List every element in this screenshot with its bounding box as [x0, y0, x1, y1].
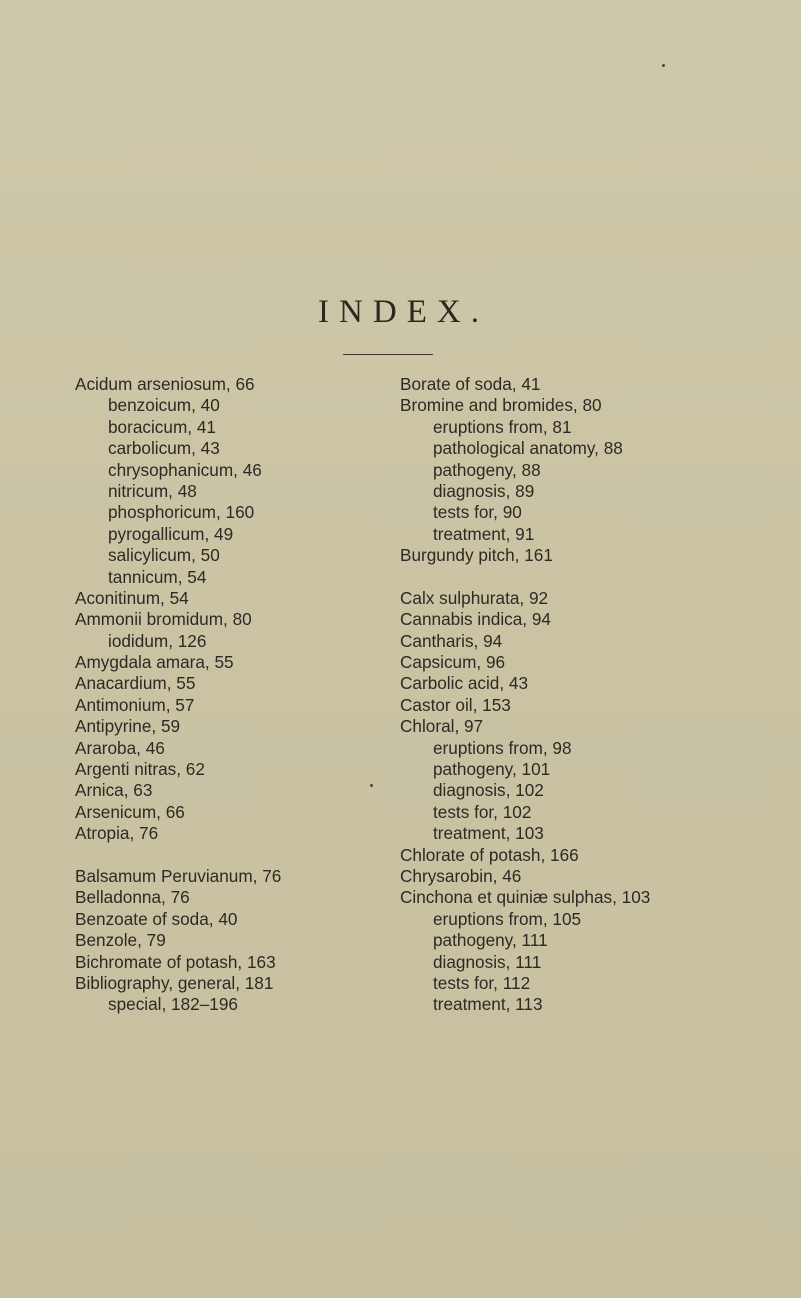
index-entry: Belladonna, 76: [75, 887, 190, 908]
index-subentry: treatment, 103: [433, 823, 544, 844]
index-entry: Cannabis indica, 94: [400, 609, 551, 630]
index-entry: Chlorate of potash, 166: [400, 844, 579, 865]
index-subentry: tests for, 102: [433, 801, 532, 822]
title-rule: [343, 354, 433, 355]
index-entry: Atropia, 76: [75, 823, 159, 844]
index-entry: Acidum arseniosum, 66: [75, 374, 255, 394]
index-column-right: [400, 374, 800, 1016]
index-entry: Bichromate of potash, 163: [75, 951, 276, 972]
index-entry: Burgundy pitch, 161: [400, 545, 553, 566]
index-entry: Bibliography, general, 181: [75, 972, 274, 993]
paper-speck: [662, 64, 665, 67]
index-subentry: treatment, 91: [433, 523, 535, 544]
index-entry: Arnica, 63: [75, 780, 153, 801]
index-subentry: treatment, 113: [433, 994, 543, 1015]
index-entry: Balsamum Peruvianum, 76: [75, 865, 282, 886]
index-subentry: pyrogallicum, 49: [108, 523, 234, 544]
index-subentry: salicylicum, 50: [108, 545, 220, 566]
index-entry: Cantharis, 94: [400, 630, 503, 651]
index-entry: Anacardium, 55: [75, 673, 196, 694]
index-subentry: benzoicum, 40: [108, 395, 220, 416]
index-entry: Chloral, 97: [400, 716, 484, 737]
index-entry: Cinchona et quiniæ sulphas, 103: [400, 887, 651, 908]
index-subentry: pathological anatomy, 88: [433, 438, 623, 459]
index-entry: Ammonii bromidum, 80: [75, 609, 252, 630]
index-subentry: diagnosis, 89: [433, 480, 535, 501]
index-subentry: phosphoricum, 160: [108, 502, 255, 523]
page-title: INDEX.: [318, 294, 489, 330]
index-entry: Borate of soda, 41: [400, 374, 541, 394]
index-subentry: tests for, 90: [433, 502, 522, 523]
index-subentry: pathogeny, 101: [433, 759, 551, 780]
paper-speck: [370, 784, 373, 787]
index-entry: Benzoate of soda, 40: [75, 908, 238, 929]
index-entry: Araroba, 46: [75, 737, 165, 758]
index-subentry: nitricum, 48: [108, 480, 197, 501]
index-entry: Arsenicum, 66: [75, 801, 185, 822]
index-subentry: carbolicum, 43: [108, 438, 220, 459]
index-entry: Aconitinum, 54: [75, 587, 189, 608]
index-entry: Carbolic acid, 43: [400, 673, 529, 694]
index-subentry: eruptions from, 98: [433, 737, 572, 758]
index-subentry: eruptions from, 105: [433, 908, 582, 929]
index-subentry: diagnosis, 111: [433, 951, 542, 972]
index-entry: Calx sulphurata, 92: [400, 587, 549, 608]
index-subentry: eruptions from, 81: [433, 416, 572, 437]
index-subentry: iodidum, 126: [108, 630, 207, 651]
index-subentry: tannicum, 54: [108, 566, 207, 587]
index-entry: Antipyrine, 59: [75, 716, 181, 737]
index-subentry: chrysophanicum, 46: [108, 459, 262, 480]
index-entry: Bromine and bromides, 80: [400, 395, 602, 416]
index-entry: Amygdala amara, 55: [75, 652, 234, 673]
index-entry: Antimonium, 57: [75, 694, 195, 715]
index-subentry: pathogeny, 88: [433, 459, 541, 480]
index-entry: Chrysarobin, 46: [400, 865, 522, 886]
index-subentry: tests for, 112: [433, 972, 531, 993]
index-entry: Argenti nitras, 62: [75, 759, 205, 780]
index-entry: Benzole, 79: [75, 930, 166, 951]
index-column-left: [75, 374, 395, 1016]
index-subentry: boracicum, 41: [108, 416, 216, 437]
index-subentry: pathogeny, 111: [433, 930, 548, 951]
index-entry: Capsicum, 96: [400, 652, 506, 673]
index-entry: Castor oil, 153: [400, 694, 511, 715]
index-subentry: diagnosis, 102: [433, 780, 544, 801]
index-subentry: special, 182–196: [108, 994, 238, 1015]
